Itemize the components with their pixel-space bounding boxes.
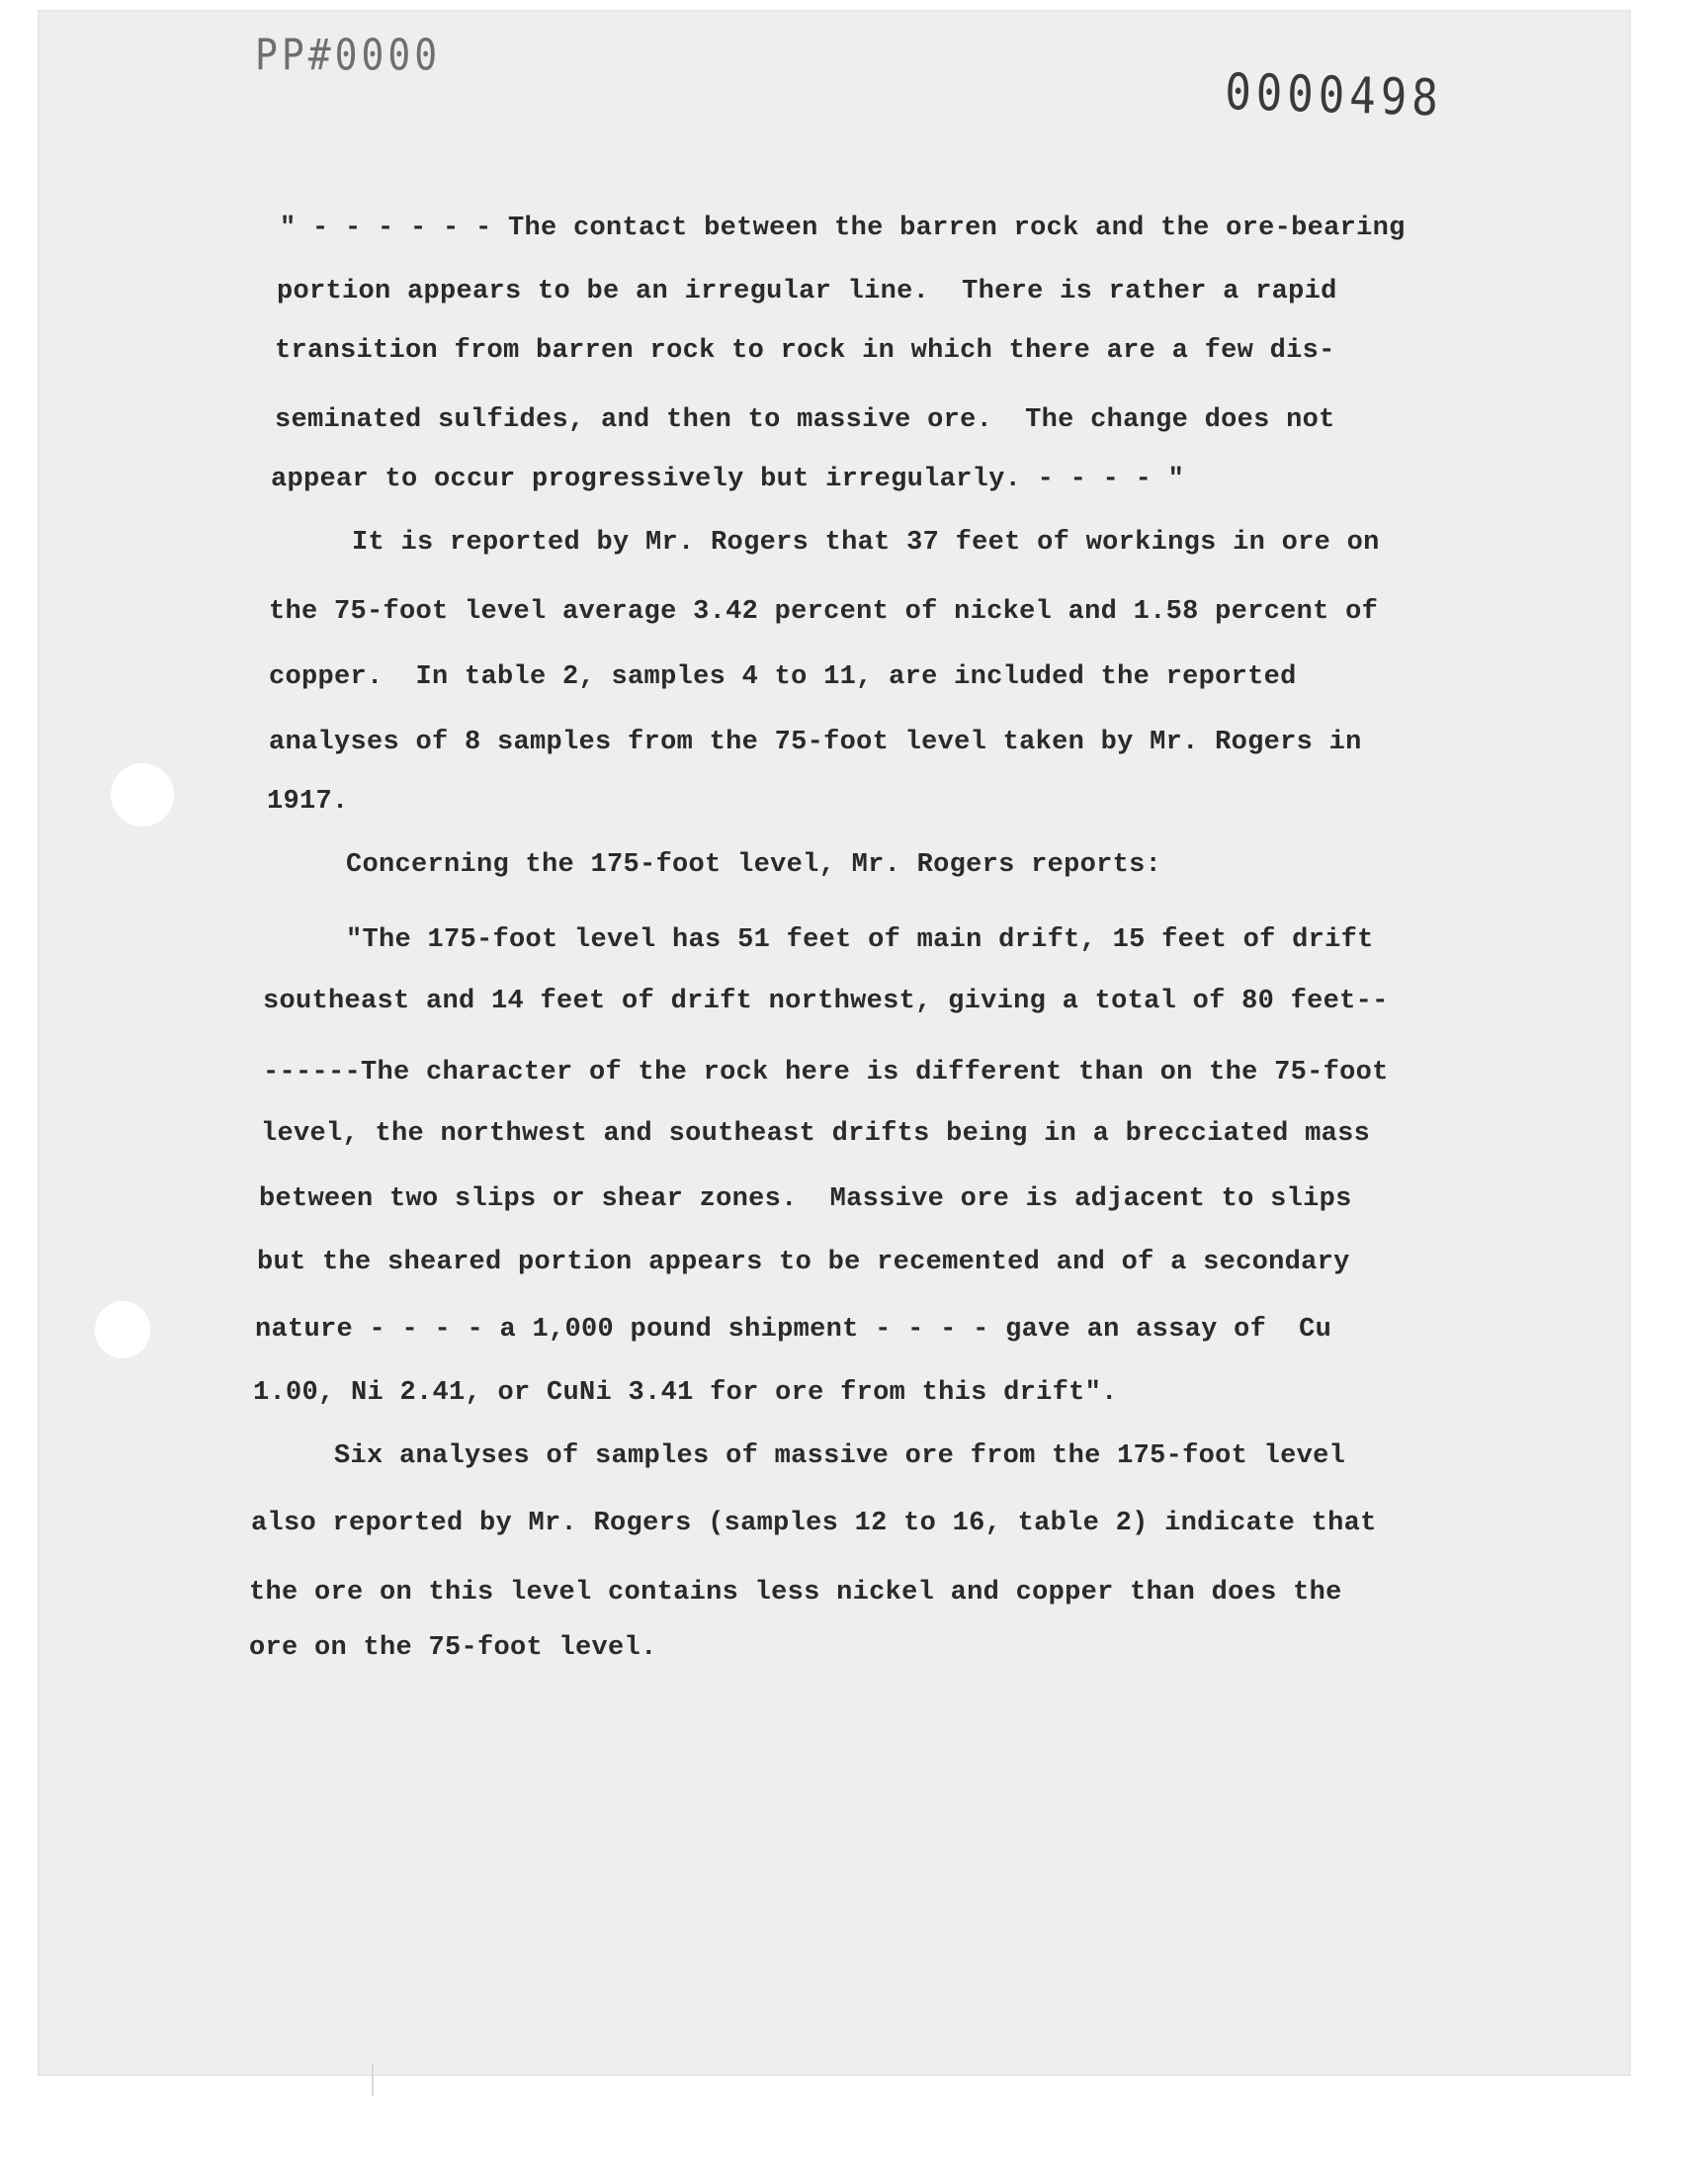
text-line: southeast and 14 feet of drift northwest, giving a total of 80 feet-- (263, 987, 1389, 1016)
text-line: " - - - - - - The contact between the barren rock and the ore-bearing (280, 214, 1406, 243)
text-line: but the sheared portion appears to be recemented and of a secondary (257, 1248, 1350, 1277)
stamp-left-number: PP#0000 (255, 30, 442, 80)
punch-hole (95, 1301, 150, 1358)
text-line: "The 175-foot level has 51 feet of main drift, 15 feet of drift (346, 925, 1374, 955)
text-line: Six analyses of samples of massive ore from the 175-foot level (334, 1441, 1346, 1471)
text-line: level, the northwest and southeast drifts being in a brecciated mass (261, 1119, 1371, 1149)
text-line: 1917. (267, 787, 349, 817)
punch-hole (111, 763, 174, 826)
text-line: nature - - - - a 1,000 pound shipment - - - - gave an assay of Cu (255, 1315, 1332, 1345)
text-line: copper. In table 2, samples 4 to 11, are included the reported (269, 662, 1297, 692)
text-line: portion appears to be an irregular line. There is rather a rapid (277, 277, 1337, 306)
text-line: the ore on this level contains less nickel and copper than does the (249, 1578, 1342, 1608)
paper-sheet (38, 10, 1631, 2076)
text-line: seminated sulfides, and then to massive ore. The change does not (275, 405, 1335, 435)
page-number-stamp: 0000498 (1224, 63, 1444, 129)
sheet-edge-mark (372, 2064, 374, 2096)
text-line: ore on the 75-foot level. (249, 1633, 657, 1663)
text-line: transition from barren rock to rock in which there are a few dis- (275, 336, 1335, 366)
text-line: Concerning the 175-foot level, Mr. Rogers reports: (346, 850, 1162, 880)
text-line: analyses of 8 samples from the 75-foot level taken by Mr. Rogers in (269, 728, 1362, 757)
text-line: also reported by Mr. Rogers (samples 12 to 16, table 2) indicate that (251, 1509, 1377, 1538)
text-line: It is reported by Mr. Rogers that 37 feet of workings in ore on (352, 528, 1380, 558)
text-line: 1.00, Ni 2.41, or CuNi 3.41 for ore from this drift". (253, 1378, 1118, 1408)
text-line: the 75-foot level average 3.42 percent of nickel and 1.58 percent of (269, 597, 1379, 627)
text-line: appear to occur progressively but irregularly. - - - - " (271, 465, 1185, 494)
text-line: ------The character of the rock here is different than on the 75-foot (263, 1058, 1389, 1088)
text-line: between two slips or shear zones. Massive ore is adjacent to slips (259, 1184, 1352, 1214)
